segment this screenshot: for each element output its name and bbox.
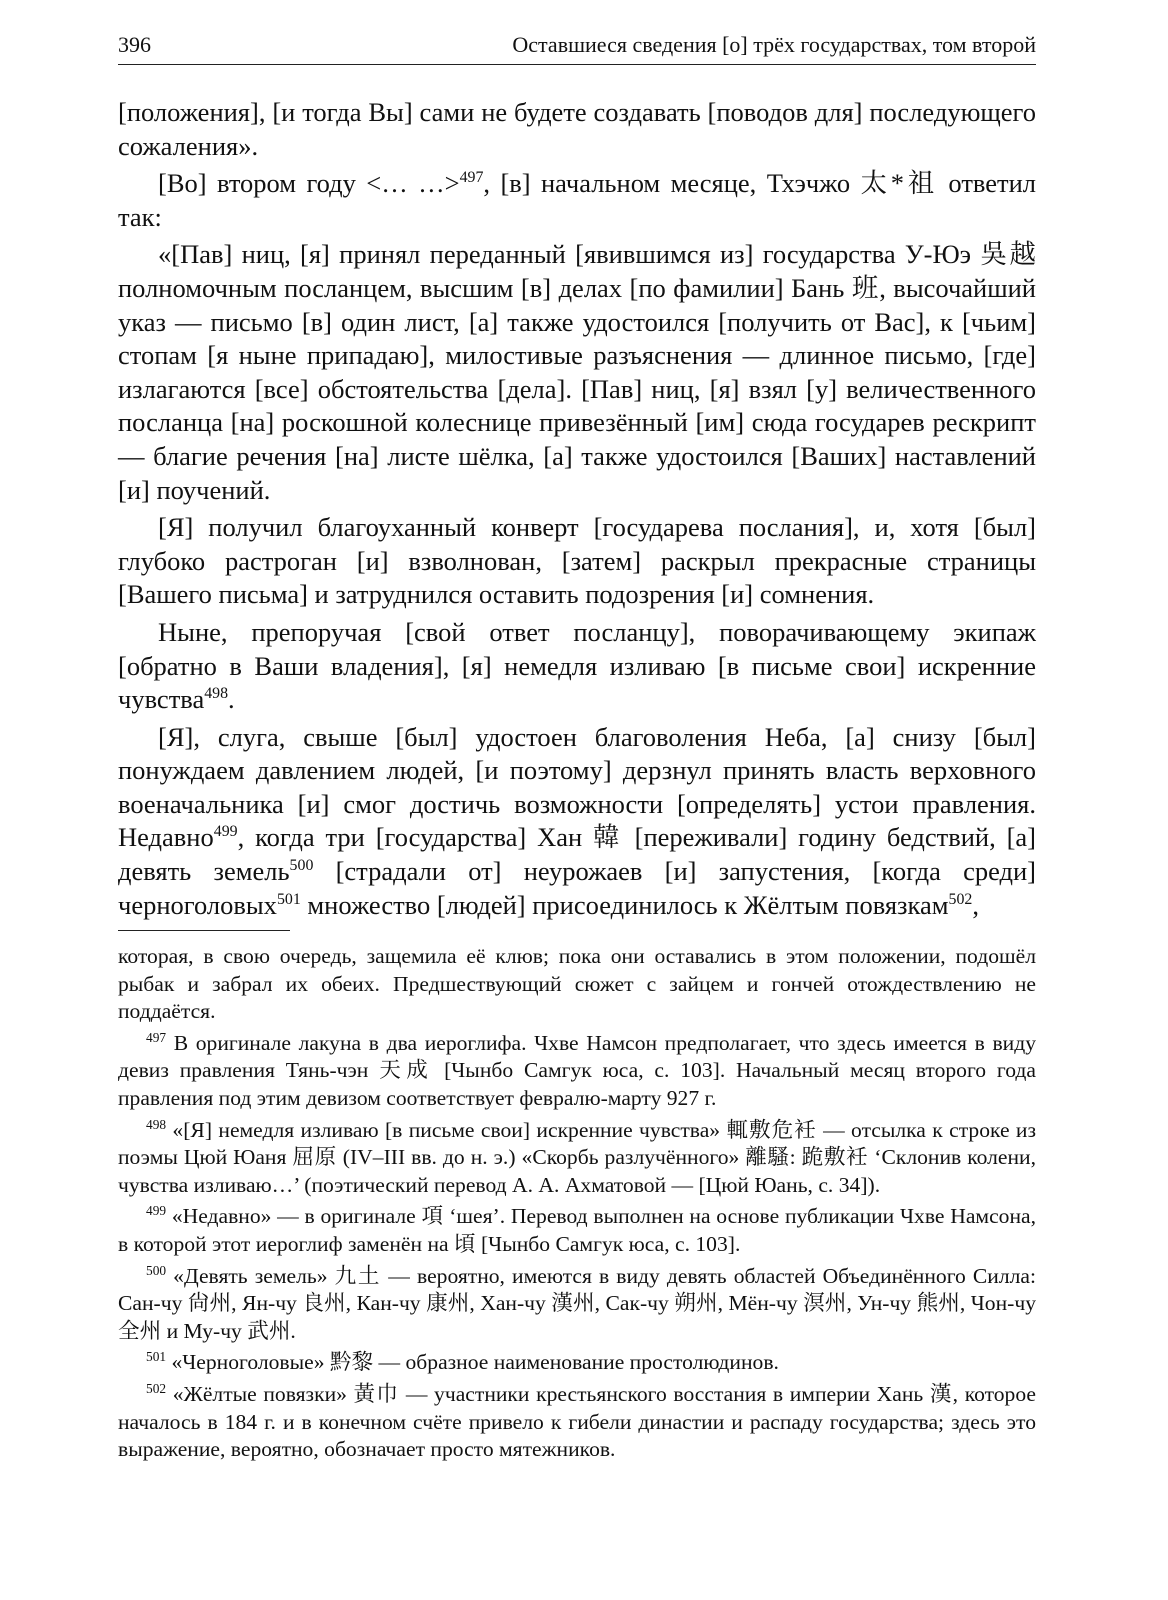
footnote-number: 502 (146, 1380, 167, 1396)
footnote (118, 1030, 1036, 1113)
paragraph-text: . (228, 684, 235, 715)
running-title: Оставшиеся сведения [о] трёх государствах, том второй (512, 32, 1036, 57)
footnote-number: 499 (146, 1203, 167, 1219)
footnote-number: 501 (146, 1349, 167, 1365)
main-text (118, 96, 1036, 926)
footnote (118, 1349, 1036, 1377)
footnote (118, 1263, 1036, 1346)
footnote-number: 497 (146, 1029, 167, 1045)
footnote-number: 500 (146, 1262, 167, 1278)
footnote-ref: 501 (276, 890, 301, 908)
paragraph: «[Пав] ниц, [я] принял переданный [явившимся из] государства У-Юэ 吳越 полномочным посланцем, высшим [в] делах [по фамилии] Бань 班, высочайший указ — письмо [в] один лист, [а] также удостоился [получить от Вас], к [чьим] стопам [я ныне припадаю], милостивые разъяснения — длинное письмо, [где] излагаются [все] обстоятельства [дела]. [Пав] ниц, [я] взял [у] величественного посланца [на] роскошной колеснице привезённый [им] сюда государев рескрипт — благие речения [на] листе шёлка, [а] также удостоился [Ваших] наставлений [и] поучений. (118, 239, 1036, 505)
footnote-text: В оригинале лакуна в два иероглифа. Чхве Намсон предполагает, что здесь имеется в виду девиз правления Тянь-чэн 天成 [Чынбо Самгук юса, с. 103]. Начальный месяц второго года правления под этим девизом соответствует февралю-марту 927 г. (118, 1030, 1036, 1110)
paragraph (118, 616, 1036, 717)
footnote (118, 1117, 1036, 1200)
footnote-divider (118, 930, 290, 931)
paragraph (118, 721, 1036, 923)
paragraph-text: [Я], слуга, свыше [был] удостоен благоволения Неба, [а] снизу [был] понуждаем давлением людей, [и поэтому] дерзнул принять власть верховного военачальника [и] смог достичь возможности [определять] устои правления. Недавно (118, 721, 1036, 853)
footnote-text: «Жёлтые повязки» 黃巾 — участники крестьянского восстания в империи Хань 漢, которое началось в 184 г. и в конечном счёте привело к гибели династии и распаду государства; здесь это выражение, вероятно, обозначает просто мятежников. (118, 1381, 1036, 1462)
footnote-text: «Черноголовые» 黔黎 — образное наименование простолюдинов. (166, 1350, 779, 1375)
paragraph-text: [Во] втором году <… …> (158, 168, 460, 199)
footnote-ref: 502 (948, 890, 973, 908)
footnotes (118, 943, 1036, 1468)
footnote-text: «Девять земель» 九土 — вероятно, имеются в виду девять областей Объединённого Силла: Сан-чу 尙州, Ян-чу 良州, Кан-чу 康州, Хан-чу 漢州, Сак-чу 朔州, Мён-чу 溟州, Ун-чу 熊州, Чон-чу 全州 и Му-чу 武州. (118, 1263, 1036, 1343)
footnote-text: «Недавно» — в оригинале 項 ‘шея’. Перевод выполнен на основе публикации Чхве Намсона, в которой этот иероглиф заменён на 頃 [Чынбо Самгук юса, с. 103]. (118, 1204, 1036, 1256)
footnote-ref: 497 (459, 169, 484, 187)
paragraph-text: , когда три [государства] Хан 韓 [переживали] годину бедствий, [а] девять земель (118, 822, 1036, 887)
paragraph-text: , [в] начальном месяце, Тхэчжо 太*祖 ответил так: (118, 168, 1036, 232)
paragraph: [Я] получил благоуханный конверт [государева послания], и, хотя [был] глубоко растроган [и] взволнован, [затем] раскрыл прекрасные страницы [Вашего письма] и затруднился оставить подозрения [и] сомнения. (118, 512, 1036, 610)
footnote-ref: 498 (204, 685, 229, 703)
footnote-ref: 499 (213, 823, 238, 841)
paragraph: [положения], [и тогда Вы] сами не будете создавать [поводов для] последующего сожаления». (118, 97, 1036, 161)
paragraph-text: [страдали от] неурожаев [и] запустения, [когда среди] черноголовых (118, 856, 1036, 920)
paragraph-text: множество [людей] присоединилось к Жёлтым повязкам (300, 889, 949, 920)
footnote (118, 1381, 1036, 1464)
page-header (118, 28, 1036, 65)
footnote-continuation: которая, в свою очередь, защемила её клюв; пока они оставались в этом положении, подошёл рыбак и забрал их обеих. Предшествующий сюжет с зайцем и гончей отождествлению не поддаётся. (118, 944, 1036, 1024)
paragraph-text: , (972, 889, 979, 920)
footnote-ref: 500 (289, 857, 314, 875)
footnote-text: «[Я] немедля изливаю [в письме свои] искренние чувства» 輒敷危衽 — отсылка к строке из поэмы Цюй Юаня 屈原 (IV–III вв. до н. э.) «Скорбь разлучённого» 離騷: 跪敷衽 ‘Склонив колени, чувства изливаю…’ (поэтический перевод А. А. Ахматовой — [Цюй Юань, с. 34]). (118, 1117, 1036, 1197)
footnote (118, 1203, 1036, 1258)
paragraph (118, 167, 1036, 234)
page-number: 396 (118, 32, 151, 57)
paragraph-text: Ныне, препоручая [свой ответ посланцу], поворачивающему экипаж [обратно в Ваши владения], [я] немедля изливаю [в письме свои] искренние чувства (118, 616, 1036, 715)
footnote-number: 498 (146, 1116, 167, 1132)
